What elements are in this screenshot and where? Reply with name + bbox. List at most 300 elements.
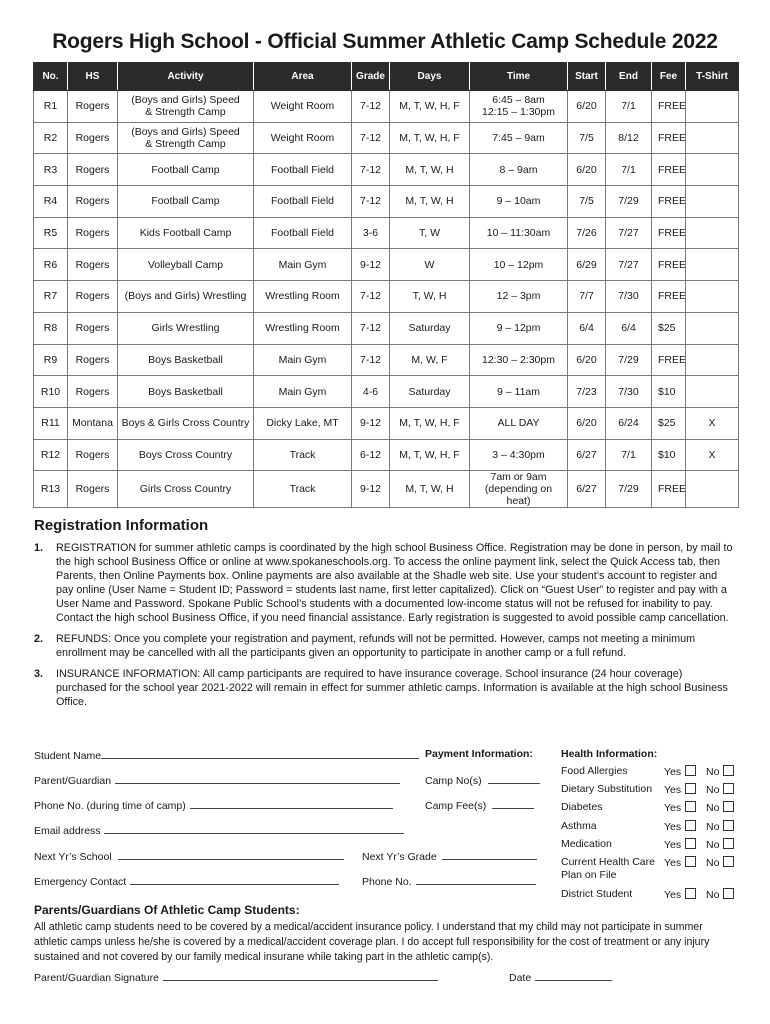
cell-text: (Boys and Girls) Speed & Strength Camp	[131, 126, 240, 151]
table-cell	[470, 407, 568, 439]
cell-text: Girls Wrestling	[151, 322, 220, 335]
table-cell	[652, 154, 686, 186]
no-option[interactable]	[706, 801, 734, 814]
table-cell	[686, 122, 739, 154]
table-cell	[470, 376, 568, 408]
table-cell	[568, 439, 606, 471]
column-header: Time	[470, 63, 568, 91]
table-cell	[652, 122, 686, 154]
student-name-field[interactable]	[34, 748, 419, 762]
table-cell	[568, 471, 606, 508]
cell-text: Girls Cross Country	[139, 483, 232, 496]
table-cell	[470, 217, 568, 249]
table-cell	[352, 407, 390, 439]
table-cell	[686, 439, 739, 471]
no-checkbox[interactable]	[723, 765, 734, 776]
cell-text: 7/1	[621, 448, 636, 461]
table-row	[34, 344, 739, 376]
no-checkbox[interactable]	[723, 801, 734, 812]
table-cell	[68, 91, 118, 123]
cell-text: 7/5	[579, 132, 594, 145]
cell-text: T, W	[419, 227, 440, 240]
cell-text: 7/23	[576, 385, 597, 398]
cell-text: Wrestling Room	[265, 290, 340, 303]
table-cell	[686, 186, 739, 218]
item-number: 2.	[34, 633, 44, 645]
cell-text: 12 – 3pm	[496, 290, 541, 303]
table-cell	[254, 122, 352, 154]
cell-text: FREE	[658, 227, 687, 240]
no-label: No	[706, 821, 720, 833]
cell-text: 6/4	[621, 322, 636, 335]
table-cell	[568, 154, 606, 186]
cell-text: Football Field	[270, 195, 335, 208]
table-row	[34, 154, 739, 186]
emergency-contact-label: Emergency Contact	[34, 876, 127, 888]
table-cell	[568, 122, 606, 154]
table-cell	[254, 407, 352, 439]
table-row	[34, 122, 739, 154]
phone-during-camp-field[interactable]	[34, 798, 393, 812]
cell-text: FREE	[658, 353, 687, 366]
cell-text: Main Gym	[278, 385, 327, 398]
table-row	[34, 312, 739, 344]
column-header: Grade	[352, 63, 390, 91]
yes-label: Yes	[664, 821, 682, 833]
table-cell	[470, 154, 568, 186]
cell-text: R12	[40, 448, 61, 461]
no-option[interactable]	[706, 856, 734, 869]
table-cell	[34, 439, 68, 471]
yes-option[interactable]	[664, 838, 696, 851]
table-cell	[118, 407, 254, 439]
table-cell	[34, 281, 68, 313]
table-cell	[606, 154, 652, 186]
cell-text: FREE	[658, 163, 687, 176]
parents-heading: Parents/Guardians Of Athletic Camp Students:	[34, 903, 300, 917]
table-cell	[686, 312, 739, 344]
table-row	[34, 217, 739, 249]
cell-text: 6/20	[576, 100, 597, 113]
cell-text: M, T, W, H	[405, 195, 454, 208]
table-cell	[118, 249, 254, 281]
cell-text: M, T, W, H	[405, 163, 454, 176]
table-cell	[390, 91, 470, 123]
no-checkbox[interactable]	[723, 838, 734, 849]
table-cell	[686, 154, 739, 186]
cell-text: FREE	[658, 290, 687, 303]
table-cell	[352, 122, 390, 154]
yes-checkbox[interactable]	[685, 820, 696, 831]
table-cell	[352, 217, 390, 249]
yes-label: Yes	[664, 839, 682, 851]
column-header: T-Shirt	[686, 63, 739, 91]
cell-text: Dicky Lake, MT	[266, 417, 339, 430]
table-cell	[470, 344, 568, 376]
table-cell	[34, 217, 68, 249]
no-checkbox[interactable]	[723, 820, 734, 831]
camp-fee-label: Camp Fee(s)	[425, 800, 487, 812]
cell-text: 6/4	[579, 322, 594, 335]
cell-text: 6/20	[576, 417, 597, 430]
camp-number-label: Camp No(s)	[425, 775, 482, 787]
camp-number-field[interactable]	[425, 773, 540, 787]
table-cell	[390, 122, 470, 154]
cell-text: Rogers	[75, 258, 110, 271]
table-cell	[568, 91, 606, 123]
cell-text: 6/20	[576, 353, 597, 366]
yes-checkbox[interactable]	[685, 856, 696, 867]
table-cell	[606, 186, 652, 218]
table-cell	[568, 217, 606, 249]
emergency-contact-field[interactable]	[34, 874, 339, 888]
cell-text: Weight Room	[270, 100, 335, 113]
registration-list	[34, 541, 734, 716]
camp-schedule-table	[33, 62, 739, 508]
health-item-label: Medication	[561, 838, 612, 850]
next-year-grade-label: Next Yr’s Grade	[362, 851, 437, 863]
no-checkbox[interactable]	[723, 888, 734, 899]
table-cell	[118, 91, 254, 123]
cell-text: Track	[289, 483, 316, 496]
cell-text: 7/29	[618, 483, 639, 496]
table-cell	[68, 376, 118, 408]
cell-text: 9-12	[359, 258, 381, 271]
table-cell	[652, 439, 686, 471]
phone-field[interactable]	[362, 874, 536, 888]
table-row	[34, 91, 739, 123]
cell-text: 7/26	[576, 227, 597, 240]
table-cell	[470, 471, 568, 508]
no-label: No	[706, 766, 720, 778]
table-cell	[652, 249, 686, 281]
table-cell	[686, 471, 739, 508]
cell-text: M, T, W, H, F	[399, 100, 460, 113]
table-cell	[34, 91, 68, 123]
no-label: No	[706, 889, 720, 901]
next-year-grade-field[interactable]	[362, 849, 537, 863]
table-cell	[68, 249, 118, 281]
cell-text: Boys & Girls Cross Country	[121, 417, 250, 430]
cell-text: Saturday	[408, 385, 451, 398]
table-cell	[652, 407, 686, 439]
cell-text: 3 – 4:30pm	[492, 448, 545, 461]
cell-text: R3	[43, 163, 58, 176]
table-cell	[34, 344, 68, 376]
column-header: Fee	[652, 63, 686, 91]
cell-text: $25	[658, 417, 676, 430]
table-cell	[352, 249, 390, 281]
table-cell	[470, 281, 568, 313]
table-cell	[652, 91, 686, 123]
table-cell	[118, 281, 254, 313]
table-cell	[254, 154, 352, 186]
item-text: REFUNDS: Once you complete your registration and payment, refunds will not be permitted. However, camps not meeting a minimum enrollment may be cancelled with all the participants given an opportunity to participate in another camp or a full refund.	[56, 633, 696, 659]
camp-fee-field[interactable]	[425, 798, 534, 812]
cell-text: R9	[43, 353, 58, 366]
parents-statement: All athletic camp students need to be covered by a medical/accident insurance policy. I understand that my child may not participate in summer athletic camps unless he/she is covered by a medical/accident coverage plan. I do accept full responsibility for the cost of treatment or any injury sustained and not covered by our family medical insurane while taking part in the athletic camp(s).	[34, 921, 710, 963]
table-cell	[568, 281, 606, 313]
table-cell	[652, 471, 686, 508]
cell-text: 7/30	[618, 385, 639, 398]
table-cell	[568, 249, 606, 281]
cell-text: 7/1	[621, 100, 636, 113]
cell-text: (Boys and Girls) Wrestling	[124, 290, 247, 303]
table-cell	[686, 344, 739, 376]
yes-label: Yes	[664, 784, 682, 796]
cell-text: Saturday	[408, 322, 451, 335]
cell-text: Football Field	[270, 163, 335, 176]
cell-text: R10	[40, 385, 61, 398]
table-cell	[390, 376, 470, 408]
item-text: INSURANCE INFORMATION: All camp participants are required to have insurance coverage. School insurance (24 hour coverage) purchased for the school year 2021-2022 will remain in effect for summer athletic camps. Information is available at the high school Business Office.	[56, 668, 728, 708]
table-cell	[34, 186, 68, 218]
column-header: Area	[254, 63, 352, 91]
cell-text: M, T, W, H, F	[399, 448, 460, 461]
no-option[interactable]	[706, 783, 734, 796]
health-item-label: Asthma	[561, 820, 597, 832]
table-cell	[606, 376, 652, 408]
cell-text: R8	[43, 322, 58, 335]
column-header: HS	[68, 63, 118, 91]
cell-text: R4	[43, 195, 58, 208]
table-cell	[352, 91, 390, 123]
table-cell	[68, 407, 118, 439]
cell-text: FREE	[658, 258, 687, 271]
no-checkbox[interactable]	[723, 783, 734, 794]
cell-text: 7-12	[359, 132, 381, 145]
health-item-label: Current Health Care Plan on File	[561, 856, 655, 881]
no-option[interactable]	[706, 820, 734, 833]
table-cell	[68, 122, 118, 154]
cell-text: 3-6	[362, 227, 379, 240]
cell-text: Montana	[72, 417, 113, 430]
table-cell	[118, 186, 254, 218]
cell-text: 7am or 9am (depending on heat)	[484, 471, 553, 508]
cell-text: M, T, W, H, F	[399, 417, 460, 430]
cell-text: 7-12	[359, 290, 381, 303]
table-cell	[68, 281, 118, 313]
column-header: Activity	[118, 63, 254, 91]
cell-text: ALL DAY	[497, 417, 540, 430]
table-cell	[652, 217, 686, 249]
table-cell	[686, 281, 739, 313]
cell-text: R2	[43, 132, 58, 145]
cell-text: 10 – 11:30am	[486, 227, 551, 240]
cell-text: 7/1	[621, 163, 636, 176]
no-option[interactable]	[706, 765, 734, 778]
yes-checkbox[interactable]	[685, 888, 696, 899]
next-year-school-label: Next Yr’s School	[34, 851, 112, 863]
table-cell	[686, 407, 739, 439]
table-cell	[34, 376, 68, 408]
table-cell	[254, 281, 352, 313]
table-row	[34, 471, 739, 508]
health-item-label: Food Allergies	[561, 765, 628, 777]
table-cell	[390, 344, 470, 376]
table-cell	[652, 186, 686, 218]
cell-text: FREE	[658, 132, 687, 145]
table-cell	[254, 344, 352, 376]
table-cell	[254, 439, 352, 471]
cell-text: Volleyball Camp	[147, 258, 224, 271]
cell-text: Rogers	[75, 448, 110, 461]
table-cell	[568, 312, 606, 344]
list-item	[34, 632, 734, 660]
cell-text: 7-12	[359, 322, 381, 335]
next-year-school-field[interactable]	[34, 849, 344, 863]
table-row	[34, 186, 739, 218]
cell-text: Rogers	[75, 195, 110, 208]
cell-text: Rogers	[75, 100, 110, 113]
table-cell	[606, 407, 652, 439]
table-row	[34, 281, 739, 313]
table-cell	[470, 91, 568, 123]
cell-text: M, T, W, H	[405, 483, 454, 496]
table-row	[34, 439, 739, 471]
yes-option[interactable]	[664, 783, 696, 796]
date-field[interactable]	[509, 970, 612, 984]
cell-text: Main Gym	[278, 258, 327, 271]
cell-text: R1	[43, 100, 58, 113]
cell-text: R5	[43, 227, 58, 240]
table-cell	[606, 281, 652, 313]
email-field[interactable]	[34, 823, 404, 837]
cell-text: R13	[40, 483, 61, 496]
yes-checkbox[interactable]	[685, 801, 696, 812]
table-cell	[34, 407, 68, 439]
cell-text: Boys Cross Country	[138, 448, 233, 461]
table-cell	[118, 471, 254, 508]
signature-field[interactable]	[34, 970, 438, 984]
item-number: 1.	[34, 542, 44, 554]
cell-text: FREE	[658, 195, 687, 208]
table-cell	[606, 91, 652, 123]
yes-option[interactable]	[664, 856, 696, 869]
table-cell	[652, 281, 686, 313]
cell-text: 7-12	[359, 353, 381, 366]
table-cell	[568, 344, 606, 376]
table-cell	[606, 249, 652, 281]
student-name-label: Student Name	[34, 750, 102, 762]
table-cell	[118, 439, 254, 471]
table-cell	[34, 471, 68, 508]
health-item-label: Diabetes	[561, 801, 603, 813]
parent-guardian-field[interactable]	[34, 773, 400, 787]
cell-text: 7/7	[579, 290, 594, 303]
cell-text: 6/27	[576, 448, 597, 461]
yes-option[interactable]	[664, 801, 696, 814]
yes-checkbox[interactable]	[685, 783, 696, 794]
yes-option[interactable]	[664, 888, 696, 901]
yes-checkbox[interactable]	[685, 838, 696, 849]
table-cell	[606, 344, 652, 376]
yes-label: Yes	[664, 857, 682, 869]
table-cell	[352, 344, 390, 376]
cell-text: 6/29	[576, 258, 597, 271]
cell-text: 12:30 – 2:30pm	[482, 353, 555, 366]
cell-text: Wrestling Room	[265, 322, 340, 335]
phone-during-camp-label: Phone No. (during time of camp)	[34, 800, 186, 812]
cell-text: Football Camp	[151, 195, 220, 208]
cell-text: M, T, W, H, F	[399, 132, 460, 145]
table-cell	[686, 376, 739, 408]
table-cell	[470, 122, 568, 154]
table-cell	[470, 439, 568, 471]
cell-text: (Boys and Girls) Speed & Strength Camp	[131, 94, 240, 119]
cell-text: X	[708, 417, 716, 430]
table-cell	[68, 344, 118, 376]
no-label: No	[706, 857, 720, 869]
no-checkbox[interactable]	[723, 856, 734, 867]
table-cell	[390, 249, 470, 281]
cell-text: R6	[43, 258, 58, 271]
cell-text: $10	[658, 448, 676, 461]
cell-text: 7/29	[618, 353, 639, 366]
table-cell	[118, 376, 254, 408]
page-title: Rogers High School - Official Summer Athletic Camp Schedule 2022	[52, 30, 718, 53]
yes-option[interactable]	[664, 820, 696, 833]
cell-text: Kids Football Camp	[139, 227, 232, 240]
cell-text: 6/27	[576, 483, 597, 496]
cell-text: 9 – 12pm	[496, 322, 541, 335]
cell-text: 7:45 – 9am	[492, 132, 545, 145]
cell-text: Rogers	[75, 132, 110, 145]
cell-text: 8/12	[618, 132, 639, 145]
table-cell	[606, 312, 652, 344]
table-cell	[390, 154, 470, 186]
yes-option[interactable]	[664, 765, 696, 778]
no-option[interactable]	[706, 888, 734, 901]
table-cell	[652, 376, 686, 408]
table-cell	[118, 154, 254, 186]
table-cell	[390, 312, 470, 344]
cell-text: 6/24	[618, 417, 639, 430]
list-item	[34, 667, 734, 709]
cell-text: Weight Room	[270, 132, 335, 145]
no-label: No	[706, 784, 720, 796]
table-cell	[568, 376, 606, 408]
table-cell	[34, 122, 68, 154]
cell-text: Rogers	[75, 163, 110, 176]
table-cell	[352, 154, 390, 186]
table-cell	[390, 281, 470, 313]
health-item-label: Dietary Substitution	[561, 783, 653, 795]
table-cell	[254, 217, 352, 249]
cell-text: Rogers	[75, 483, 110, 496]
table-cell	[254, 91, 352, 123]
table-cell	[118, 312, 254, 344]
list-item	[34, 541, 734, 625]
no-option[interactable]	[706, 838, 734, 851]
health-heading: Health Information:	[561, 748, 658, 760]
cell-text: Boys Basketball	[148, 385, 223, 398]
cell-text: 6/20	[576, 163, 597, 176]
yes-checkbox[interactable]	[685, 765, 696, 776]
cell-text: Main Gym	[278, 353, 327, 366]
table-cell	[118, 122, 254, 154]
table-cell	[390, 217, 470, 249]
cell-text: X	[708, 448, 716, 461]
table-cell	[254, 471, 352, 508]
table-row	[34, 249, 739, 281]
table-cell	[606, 471, 652, 508]
table-cell	[686, 249, 739, 281]
cell-text: Football Field	[270, 227, 335, 240]
cell-text: 6:45 – 8am 12:15 – 1:30pm	[482, 94, 555, 119]
yes-label: Yes	[664, 766, 682, 778]
cell-text: 7-12	[359, 195, 381, 208]
